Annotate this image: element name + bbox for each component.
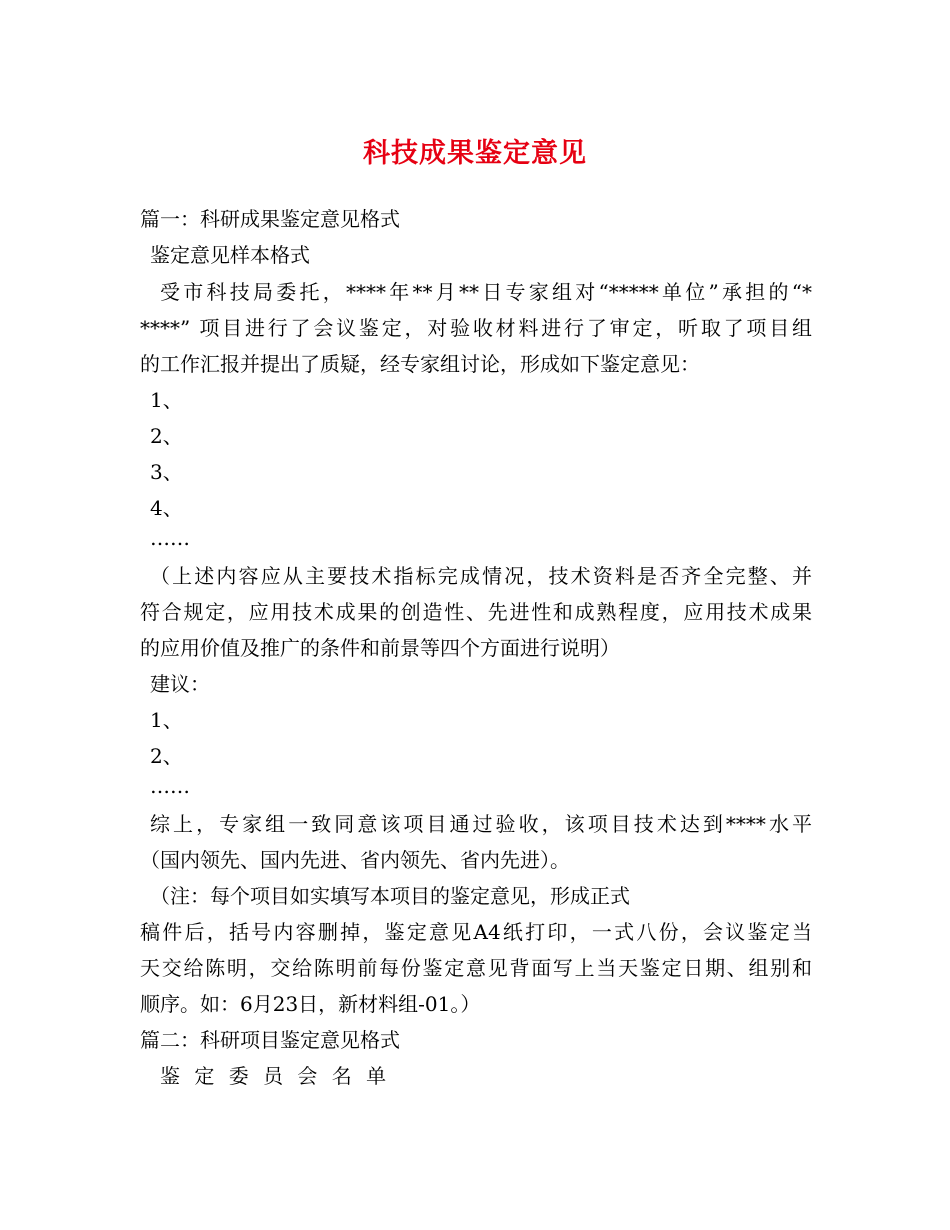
paragraph-line: 受市科技局委托，****年**月**日专家组对“*****单位”承担的“* [160,280,812,304]
paragraph-line: 的应用价值及推广的条件和前景等四个方面进行说明） [140,636,620,660]
document-title: 科技成果鉴定意见 [363,138,587,169]
subheading-template: 鉴定意见样本格式 [150,243,310,267]
list-item: 2、 [150,744,183,768]
section-heading-2: 篇二：科研项目鉴定意见格式 [140,1028,400,1052]
paragraph-line: （注：每个项目如实填写本项目的鉴定意见，形成正式 [150,884,630,908]
list-item: 1、 [150,708,183,732]
list-item: 1、 [150,388,183,412]
section-heading-1: 篇一：科研成果鉴定意见格式 [140,207,400,231]
list-item: 4、 [150,496,183,520]
paragraph-line: 符合规定，应用技术成果的创造性、先进性和成熟程度，应用技术成果 [140,600,812,624]
committee-list-heading: 鉴 定 委 员 会 名 单 [160,1064,391,1088]
paragraph-line: 天交给陈明，交给陈明前每份鉴定意见背面写上当天鉴定日期、组别和 [140,956,812,980]
paragraph-line: 的工作汇报并提出了质疑，经专家组讨论，形成如下鉴定意见： [140,352,700,376]
list-item: 2、 [150,424,183,448]
paragraph-line: 顺序。如：6月23日，新材料组-01。） [140,992,481,1016]
ellipsis: …… [150,774,190,798]
paragraph-line: 综上，专家组一致同意该项目通过验收，该项目技术达到****水平 [150,812,812,836]
paragraph-line: 稿件后，括号内容删掉，鉴定意见A4纸打印，一式八份，会议鉴定当 [140,920,812,944]
ellipsis: …… [150,526,190,550]
subheading-suggestions: 建议： [150,672,210,696]
paragraph-line: ****” 项目进行了会议鉴定，对验收材料进行了审定，听取了项目组 [140,316,812,340]
paragraph-line: （上述内容应从主要技术指标完成情况，技术资料是否齐全完整、并 [150,564,812,588]
list-item: 3、 [150,460,183,484]
paragraph-line: （国内领先、国内先进、省内领先、省内先进）。 [140,848,570,872]
